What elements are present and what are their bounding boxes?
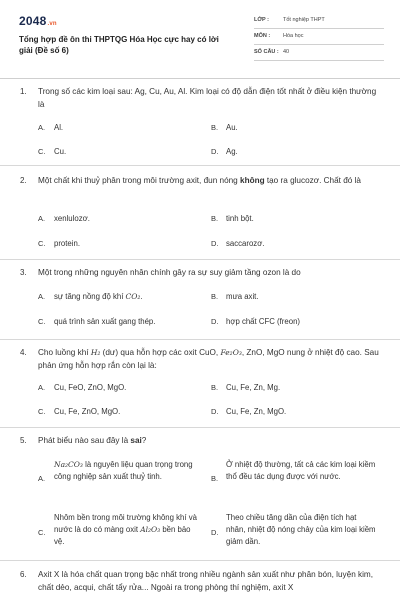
question-text [38, 346, 383, 372]
option-letter[interactable]: B. [211, 383, 219, 392]
question-6 [0, 561, 400, 600]
option-letter[interactable]: B. [211, 292, 219, 301]
option-text[interactable]: saccarozơ. [226, 239, 265, 248]
option-text[interactable]: mưa axit. [226, 292, 259, 301]
question-text-part: Cho luồng khí [38, 348, 91, 357]
question-number: 3. [20, 268, 27, 277]
question-2 [0, 166, 400, 260]
option-letter[interactable]: A. [38, 214, 46, 223]
chemical-formula: H₂ [90, 348, 101, 357]
question-text-part: tạo ra glucozơ. Chất đó là [264, 176, 361, 185]
logo-number: 2048 [19, 14, 47, 28]
chemical-formula: CO₂ [125, 292, 141, 301]
option-text[interactable]: Theo chiều tăng dần của điện tích hạt nhân, nhiệt độ nóng chảy của kim loại kiềm giảm dần. [226, 513, 376, 546]
option-text[interactable]: Cu, Fe, Zn, MgO. [226, 407, 287, 416]
question-text-part: Phát biểu nào sau đây là [38, 436, 131, 445]
logo-suffix: .vn [47, 21, 57, 27]
option-text[interactable]: xenlulozơ. [54, 214, 90, 223]
question-text: Một trong những nguyên nhân chính gây ra sự suy giảm tầng ozon là do [38, 268, 301, 277]
option-text[interactable] [54, 512, 202, 548]
option-letter[interactable]: C. [38, 528, 46, 537]
meta-row-subject [254, 30, 384, 45]
meta-value: 40 [283, 49, 290, 55]
question-1 [0, 79, 400, 166]
question-number: 6. [20, 570, 27, 579]
option-text[interactable]: Ở nhiệt độ thường, tất cả các kim loại kiềm thổ đều tác dụng được với nước. [226, 460, 376, 481]
option-text-part: là nguyên liệu quan trọng trong công nghiệp sản xuất thuỷ tinh. [54, 460, 193, 481]
question-4 [0, 340, 400, 428]
chemical-formula: Al₂O₃ [140, 525, 161, 534]
meta-label: MÔN : [254, 33, 271, 39]
question-number: 2. [20, 176, 27, 185]
question-text-part: , ZnO, MgO nung ở nhiệt độ cao. Sau phản ứng hỗn hợp rắn còn lại là: [38, 348, 379, 370]
meta-label: SỐ CÂU : [254, 49, 279, 55]
option-text[interactable]: Cu. [54, 147, 67, 156]
option-text[interactable]: Al. [54, 123, 64, 132]
option-letter[interactable]: B. [211, 474, 219, 483]
option-letter[interactable]: A. [38, 474, 46, 483]
question-number: 1. [20, 87, 27, 96]
question-emphasis: không [240, 176, 265, 185]
option-letter[interactable]: B. [211, 214, 219, 223]
option-text[interactable]: Cu, Fe, ZnO, MgO. [54, 407, 121, 416]
option-letter[interactable]: C. [38, 239, 46, 248]
question-number: 5. [20, 436, 27, 445]
option-letter[interactable]: D. [211, 239, 219, 248]
meta-value: Hóa học [283, 33, 304, 39]
option-letter[interactable]: D. [211, 528, 219, 537]
option-text[interactable] [54, 459, 202, 483]
meta-value: Tốt nghiệp THPT [283, 17, 325, 23]
meta-row-class [254, 14, 384, 29]
option-letter[interactable]: C. [38, 407, 46, 416]
option-text-part: Nhôm bền trong môi trường không khí và nước là do có màng oxit [54, 513, 197, 534]
question-3 [0, 260, 400, 340]
meta-label: LỚP : [254, 17, 269, 23]
meta-row-count [254, 46, 384, 61]
question-text-part: (dư) qua hỗn hợp các oxit CuO, [100, 348, 221, 357]
option-text-part: sự tăng nồng độ khí [54, 292, 126, 301]
chemical-formula: Fe₂O₃ [220, 348, 242, 357]
option-text[interactable]: hợp chất CFC (freon) [226, 317, 301, 326]
question-text: Axit X là hóa chất quan trọng bậc nhất trong nhiều ngành sản xuất như phân bón, luyện kim, chất dẻo, acqui, chất tẩy rửa... Ngoài ra trong phòng thí nghiệm, axit X [38, 570, 374, 592]
option-text[interactable]: tinh bột. [226, 214, 254, 223]
option-letter[interactable]: B. [211, 123, 219, 132]
question-text [38, 434, 383, 447]
meta-panel [254, 14, 384, 62]
option-text[interactable]: protein. [54, 239, 81, 248]
question-emphasis: sai [130, 436, 142, 445]
option-text-part: bền bảo vệ. [54, 525, 191, 546]
option-letter[interactable]: D. [211, 147, 219, 156]
option-letter[interactable]: C. [38, 317, 46, 326]
option-text-part: . [140, 292, 143, 301]
option-text[interactable]: Cu, FeO, ZnO, MgO. [54, 383, 127, 392]
question-number: 4. [20, 348, 27, 357]
option-text[interactable]: Au. [226, 123, 238, 132]
option-letter[interactable]: C. [38, 147, 46, 156]
question-text-part: Một chất khi thuỷ phân trong môi trường axit, đun nóng [38, 176, 241, 185]
option-text[interactable] [54, 291, 143, 303]
option-text[interactable]: quá trình sản xuất gang thép. [54, 317, 156, 326]
site-logo[interactable] [19, 14, 57, 28]
document-title: Tổng hợp đề ôn thi THPTQG Hóa Học cực hay có lời giải (Đề số 6) [19, 35, 219, 55]
question-text-part: ? [141, 436, 147, 445]
chemical-formula: Na₂CO₃ [54, 460, 83, 469]
option-text[interactable]: Cu, Fe, Zn, Mg. [226, 383, 281, 392]
question-5 [0, 428, 400, 561]
option-letter[interactable]: A. [38, 383, 46, 392]
option-letter[interactable]: A. [38, 292, 46, 301]
option-letter[interactable]: D. [211, 407, 219, 416]
option-letter[interactable]: D. [211, 317, 219, 326]
page-header [0, 0, 400, 78]
question-text [38, 174, 383, 187]
question-text: Trong số các kim loại sau: Ag, Cu, Au, Al. Kim loại có độ dẫn điện tốt nhất ở điều kiện thường là [38, 87, 377, 109]
option-text[interactable]: Ag. [226, 147, 238, 156]
option-letter[interactable]: A. [38, 123, 46, 132]
